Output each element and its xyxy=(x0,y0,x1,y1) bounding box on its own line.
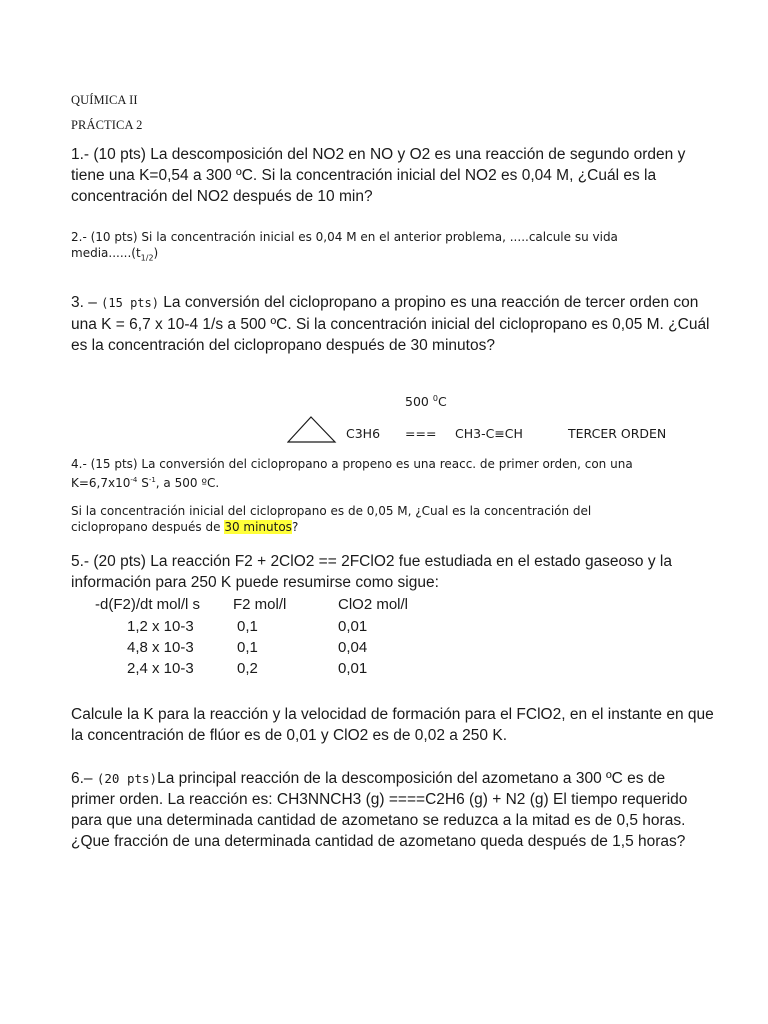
reaction-temperature-unit: C xyxy=(437,394,447,410)
problem-5-calc-line-2: la concentración de flúor es de 0,01 y ClO2 es de 0,02 a 250 K. xyxy=(71,727,507,744)
problem-4-question xyxy=(71,503,721,535)
problem-1-line-1: 1.- (10 pts) La descomposición del NO2 en NO y O2 es una reacción de segundo orden y xyxy=(71,146,686,163)
problem-6-line-2: primer orden. La reacción es: CH3NNCH3 (g) ====C2H6 (g) + N2 (g) El tiempo requerido xyxy=(71,791,688,808)
problem-4-line-3: Si la concentración inicial del ciclopropano es de 0,05 M, ¿Cual es la concentración del xyxy=(71,504,592,518)
problem-6-line-1 xyxy=(71,768,715,789)
table-cell: 1,2 x 10-3 xyxy=(127,618,194,635)
problem-1 xyxy=(71,144,715,207)
problem-6-line-1-text: La principal reacción de la descomposición del azometano a 300 ºC es de xyxy=(157,770,666,787)
table-cell: 0,04 xyxy=(338,639,368,656)
problem-3-line-1 xyxy=(71,292,715,314)
problem-4-line-2 xyxy=(71,472,721,491)
table-cell: 0,1 xyxy=(237,639,258,656)
reaction-reactant: C3H6 xyxy=(346,426,381,441)
table-cell: 0,2 xyxy=(237,660,258,677)
problem-2-line-1: 2.- (10 pts) Si la concentración inicial es 0,04 M en el anterior problema, .....calcule su vida xyxy=(71,230,618,244)
problem-2-line-2-end: ) xyxy=(153,246,159,260)
data-table-header-1: -d(F2)/dt mol/l s xyxy=(95,596,201,613)
problem-4-line-4-end: ? xyxy=(291,520,299,534)
data-table-header-3: ClO2 mol/l xyxy=(338,596,409,613)
problem-2-line-2-text: media......(t xyxy=(71,246,141,260)
table-cell: 4,8 x 10-3 xyxy=(127,639,194,656)
table-cell: 0,01 xyxy=(338,618,368,635)
table-cell: 2,4 x 10-3 xyxy=(127,660,194,677)
problem-5-line-2: información para 250 K puede resumirse como sigue: xyxy=(71,574,439,591)
problem-6-number: 6.– xyxy=(71,770,93,787)
reaction-arrow: === xyxy=(405,426,437,441)
problem-3-line-2: una K = 6,7 x 10-4 1/s a 500 ºC. Si la concentración inicial del ciclopropano es 0,05 M. ¿Cuál xyxy=(71,316,710,333)
table-cell: 0,01 xyxy=(338,660,368,677)
table-cell: 0,1 xyxy=(237,618,258,635)
problem-6 xyxy=(71,768,715,852)
problem-6-points: (20 pts) xyxy=(96,771,158,786)
unit-superscript: -1 xyxy=(148,476,156,484)
problem-3-number: 3. – xyxy=(71,294,97,311)
problem-4-line-2-end: , a 500 ºC. xyxy=(155,476,220,490)
highlighted-time: 30 minutos xyxy=(224,520,292,534)
reaction-order: TERCER ORDEN xyxy=(568,426,667,441)
exponent-superscript: -4 xyxy=(130,476,138,484)
degree-superscript: 0 xyxy=(432,394,438,403)
problem-5-line-1: 5.- (20 pts) La reacción F2 + 2ClO2 == 2FClO2 fue estudiada en el estado gaseoso y la xyxy=(71,553,672,570)
problem-1-line-2: tiene una K=0,54 a 300 ºC. Si la concentración inicial del NO2 es 0,04 M, ¿Cuál es la xyxy=(71,167,657,184)
problem-4-line-4-text: ciclopropano después de xyxy=(71,520,225,534)
practice-title: PRÁCTICA 2 xyxy=(71,118,143,132)
half-life-subscript: 1/2 xyxy=(140,253,154,263)
subject-title: QUÍMICA II xyxy=(71,93,138,107)
problem-3-line-3: es la concentración del ciclopropano después de 30 minutos? xyxy=(71,337,495,354)
problem-5-calc-line-1: Calcule la K para la reacción y la velocidad de formación para el FClO2, en el instante en que xyxy=(71,706,714,723)
problem-3 xyxy=(71,292,715,356)
cyclopropane-triangle-icon xyxy=(287,416,337,443)
problem-4-line-1: 4.- (15 pts) La conversión del ciclopropano a propeno es una reacc. de primer orden, con una xyxy=(71,457,633,471)
problem-4-rate-constant: K=6,7x10 xyxy=(71,476,131,490)
problem-5-question xyxy=(71,704,715,746)
problem-6-line-4: ¿Que fracción de una determinada cantidad de azometano queda después de 1,5 horas? xyxy=(71,833,686,850)
data-table-header-2: F2 mol/l xyxy=(233,596,287,613)
problem-3-points: (15 pts) xyxy=(101,296,159,310)
problem-4-line-4 xyxy=(71,519,721,535)
problem-2-line-2 xyxy=(71,245,721,266)
problem-1-line-3: concentración del NO2 después de 10 min? xyxy=(71,188,373,205)
problem-4 xyxy=(71,456,721,491)
problem-4-unit: S xyxy=(137,476,149,490)
reaction-temperature-value: 500 xyxy=(405,394,433,410)
problem-5 xyxy=(71,551,715,593)
problem-2 xyxy=(71,229,721,266)
reaction-product: CH3-C≡CH xyxy=(455,426,523,441)
problem-6-line-3: para que una determinada cantidad de azometano se reduzca a la mitad es de 0,5 horas. xyxy=(71,812,686,829)
reaction-temperature xyxy=(405,394,447,409)
problem-3-line-1-text: La conversión del ciclopropano a propino es una reacción de tercer orden con xyxy=(163,294,699,311)
